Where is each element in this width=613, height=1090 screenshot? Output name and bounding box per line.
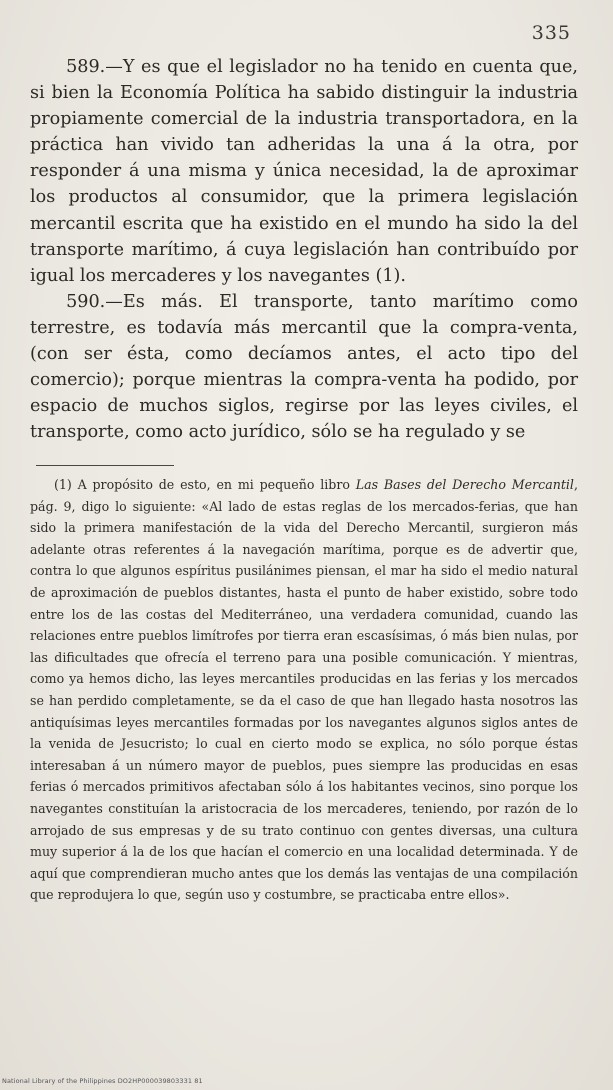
footnote [30, 474, 578, 906]
footnote-body-text: , pág. 9, digo lo siguiente: «Al lado de estas reglas de los mercados-ferias, que han sido la primera manifestación de la vida del Derecho Mercantil, surgieron más adelante otras referentes á la navegación marítima, porque es de advertir que, contra lo que algunos espíritus pusilánimes piensan, el mar ha sido el medio natural de aproximación de pueblos distantes, hasta el punto de haber existido, sobre todo entre los de las costas del Mediterráneo, una verdadera comunidad, cuando las relaciones entre pueblos limítrofes por tierra eran escasísimas, ó más bien nulas, por las dificultades que ofrecía el terreno para una posible comunicación. Y mientras, como ya hemos dicho, las leyes mercantiles producidas en las ferias y los mercados se han perdido completamente, se da el caso de que han llegado hasta nosotros las antiquísimas leyes mercantiles formadas por los navegantes algunos siglos antes de la venida de Jesucristo; lo cual en cierto modo se explica, no sólo porque éstas interesaban á un número mayor de pueblos, pues siempre las producidas en esas ferias ó mercados primitivos afectaban sólo á los habitantes vecinos, sino porque los navegantes constituían la aristocracia de los mercaderes, teniendo, por razón de lo arrojado de sus empresas y de su trato continuo con gentes diversas, una cultura muy superior á la de los que hacían el comercio en una localidad determinada. Y de aquí que comprendieran mucho antes que los demás las ventajas de una compilación que reprodujera lo que, según uso y costumbre, se practicaba entre ellos». [30, 477, 578, 903]
page-number: 335 [531, 22, 571, 44]
paragraph-589: 589.—Y es que el legislador no ha tenido en cuenta que, si bien la Economía Política ha sabido distinguir la industria propiamente comercial de la industria transportadora, en la práctica han vivido tan adheridas la una á la otra, por responder á una misma y única necesidad, la de aproximar los productos al consumidor, que la primera legislación mercantil escrita que ha existido en el mundo ha sido la del transporte marítimo, á cuya legislación han contribuído por igual los mercaderes y los navegantes (1). [30, 57, 578, 286]
footnote-book-title: Las Bases del Derecho Mercantil [355, 477, 574, 492]
main-body-text [30, 54, 578, 445]
footnote-marker: (1) [53, 477, 72, 492]
footnote-separator [36, 465, 174, 466]
footnote-paragraph [30, 474, 578, 906]
footnote-lead-text: A propósito de esto, en mi pequeño libro [77, 477, 350, 492]
paragraph-590: 590.—Es más. El transporte, tanto marítimo como terrestre, es todavía más mercantil que la compra-venta, (con ser ésta, como decíamos antes, el acto tipo del comercio); porque mientras la compra-venta ha podido, por espacio de muchos siglos, regirse por las leyes civiles, el transporte, como acto jurídico, sólo se ha regulado y se [30, 291, 578, 443]
library-watermark: National Library of the Philippines DO2HP000039803331 81 [2, 1077, 203, 1085]
